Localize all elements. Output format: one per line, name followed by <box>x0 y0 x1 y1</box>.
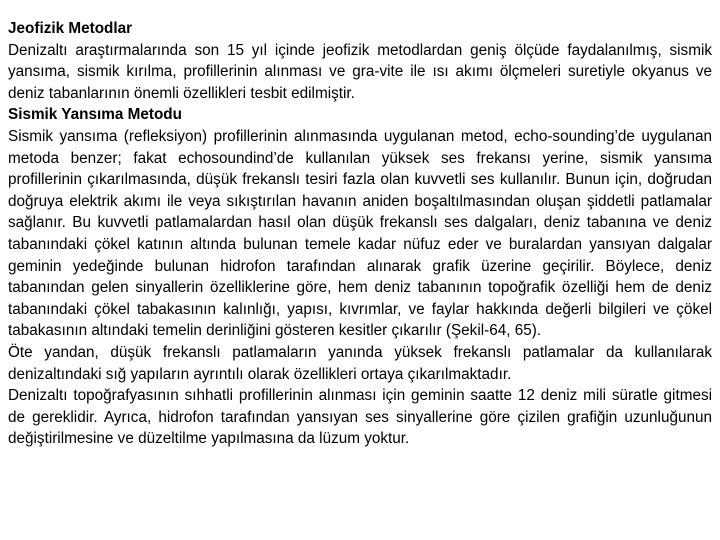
document-page <box>8 18 712 450</box>
intro-paragraph: Denizaltı araştırmalarında son 15 yıl içinde jeofizik metodlardan geniş ölçüde faydalanılmış, sismik yansıma, sismik kırılma, profillerinin alınması ve gra-vite ile ısı akımı ölçmeleri suretiyle okyanus ve deniz tabanlarının önemli özellikleri tesbit edilmiştir. <box>8 41 712 102</box>
body-paragraph: Denizaltı topoğrafyasının sıhhatli profillerinin alınması için geminin saatte 12 deniz mili süratle gitmesi de gereklidir. Ayrıca, hidrofon tarafından yansıyan ses sinyallerine göre çizilen grafiğin uzunluğunun değiştirilmesine ve düzeltilme yapılmasına da lüzum yoktur. <box>8 387 712 448</box>
section-heading: Sismik Yansıma Metodu <box>8 106 182 124</box>
document-title: Jeofizik Metodlar <box>8 20 133 37</box>
body-paragraph: Sismik yansıma (refleksiyon) profillerinin alınmasında uygulanan metod, echo-sounding’de uygulanan metoda benzer; fakat echosoundind’de kullanılan yüksek ses frekansı yerine, sismik yansıma profillerinin çıkarılmasında, düşük frekanslı tesiri fazla olan kuvvetli ses kullanılır. Bunun için, doğrudan doğruya elektrik akımı ile veya sıkıştırılan havanın aniden boşaltılmasından oluşan şiddetli patlamalar sağlanır. Bu kuvvetli patlamalardan hasıl olan düşük frekanslı ses dalgaları, deniz tabanına ve deniz tabanındaki çökel katının altında bulunan temele kadar nüfuz eder ve buralardan yansıyan dalgalar geminin yedeğinde bulunan hidrofon tarafından alınarak grafik üzerine geçirilir. Böylece, deniz tabanından gelen sinyallerin özelliklerine göre, hem deniz tabanının topoğrafik özelliği hem de deniz tabanındaki çökel tabakasının kalınlığı, yapısı, kıvrımlar, ve faylar hakkında değerli bilgileri ve çökel tabakasının altındaki temelin derinliğini gösteren kesitler çıkarılır (Şekil-64, 65). <box>8 127 712 340</box>
body-paragraph: Öte yandan, düşük frekanslı patlamaların yanında yüksek frekanslı patlamalar da kullanılarak denizaltındaki sığ yapıların ayrıntılı olarak özellikleri ortaya çıkarılmaktadır. <box>8 343 712 383</box>
